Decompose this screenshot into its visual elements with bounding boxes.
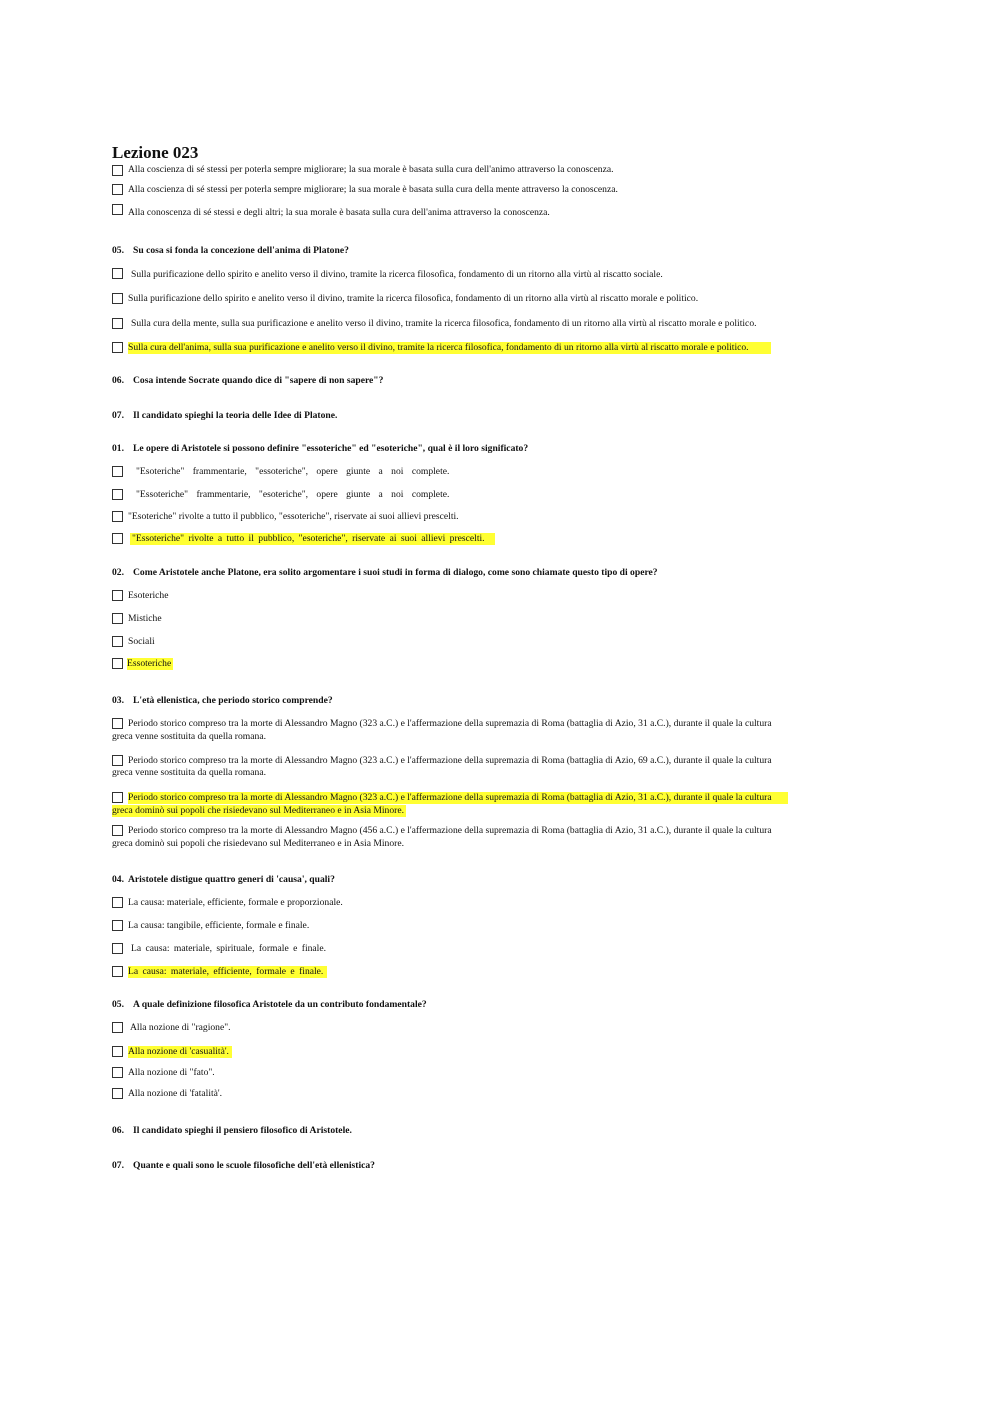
question-heading: 04. Aristotele distigue quattro generi di 'causa', quali? [112, 874, 335, 885]
question-heading: 06. Cosa intende Socrate quando dice di "sapere di non sapere"? [112, 375, 384, 386]
checkbox[interactable] [112, 1046, 123, 1057]
checkbox[interactable] [112, 342, 123, 353]
answer-option-continuation: greca venne sostituita da quella romana. [112, 731, 266, 742]
checkbox[interactable] [112, 920, 123, 931]
answer-option-continuation: greca dominò sui popoli che risiedevano sul Mediterraneo e in Asia Minore. [112, 838, 405, 849]
checkbox[interactable] [112, 825, 123, 836]
checkbox[interactable] [112, 511, 123, 522]
checkbox[interactable] [112, 755, 123, 766]
checkbox[interactable] [112, 792, 123, 803]
checkbox[interactable] [112, 1022, 123, 1033]
checkbox[interactable] [112, 590, 123, 601]
checkbox[interactable] [112, 658, 123, 669]
question-heading: 07. Il candidato spieghi la teoria delle Idee di Platone. [112, 410, 338, 421]
answer-option-continuation: greca venne sostituita da quella romana. [112, 767, 266, 778]
checkbox[interactable] [112, 165, 123, 176]
document-page: Lezione 023 Alla coscienza di sé stessi per poterla sempre migliorare; la sua morale è basata sulla cura dell'animo attraverso la conoscenza. Alla coscienza di sé stessi per poterla sempre migliorare; la sua morale è basata sulla cura della mente attraverso la conoscenza. Alla conoscenza di sé stessi e degli altri; la sua morale è basata sulla cura dell'anima attraverso la conoscenza. 05. Su cosa si fonda la concezione dell'anima di Platone? Sulla purificazione dello spirito e anelito verso il divino, tramite la ricerca filosofica, fondamento di un ritorno alla virtù al riscatto sociale. Sulla purificazione dello spirito e anelito verso il divino, tramite la ricerca filosofica, fondamento di un ritorno alla virtù al riscatto morale e politico. Sulla cura della mente, sulla sua purificazione e anelito verso il divino, tramite la ricerca filosofica, fondamento di un ritorno alla virtù al riscatto morale e politico. Sulla cura dell'anima, sulla sua purificazione e anelito verso il divino, tramite la ricerca filosofica, fondamento di un ritorno alla virtù al riscatto morale e politico. 06. Cosa intende Socrate quando dice di "sapere di non sapere"? 07. Il candidato spieghi la teoria delle Idee di Platone. 01. Le opere di Aristotele si possono definire "essoteriche" ed "esoteriche", qual è il loro significato? "Esoteriche" frammentarie, "essoteriche", opere giunte a noi complete. "Essoteriche" frammentarie, "esoteriche", opere giunte a noi complete. "Esoteriche" rivolte a tutto il pubblico, "essoteriche", riservate ai suoi allievi prescelti. "Essoteriche" rivolte a tutto il pubblico, "esoteriche", riservate ai suoi allievi prescelti. 02. Come Aristotele anche Platone, era solito argomentare i suoi studi in forma di dialogo, come sono chiamate questo tipo di opere? Esoteriche Mistiche Sociali Essoteriche 03. L'età ellenistica, che periodo storico comprende? Periodo storico compreso tra la morte di Alessandro Magno (323 a.C.) e l'affermazione della supremazia di Roma (battaglia di Azio, 31 a.C.), durante il quale la cultura greca venne sostituita da quella romana. Periodo storico compreso tra la morte di Alessandro Magno (323 a.C.) e l'affermazione della supremazia di Roma (battaglia di Azio, 69 a.C.), durante il quale la cultura greca venne sostituita da quella romana. Periodo storico compreso tra la morte di Alessandro Magno (323 a.C.) e l'affermazione della supremazia di Roma (battaglia di Azio, 31 a.C.), durante il quale la cultura greca dominò sui popoli che risiedevano sul Mediterraneo e in Asia Minore. Periodo storico compreso tra la morte di Alessandro Magno (456 a.C.) e l'affermazione della supremazia di Roma (battaglia di Azio, 31 a.C.), durante il quale la cultura greca dominò sui popoli che risiedevano sul Mediterraneo e in Asia Minore. 04. Aristotele distigue quattro generi di 'causa', quali? La causa: materiale, efficiente, formale e proporzionale. La causa: tangibile, efficiente, formale e finale. La causa: materiale, spirituale, formale e finale. La causa: materiale, efficiente, formale e finale. 05. A quale definizione filosofica Aristotele da un contributo fondamentale? Alla nozione di "ragione". Alla nozione di 'casualità'. Alla nozione di "fato". Alla nozione di 'fatalità'. 06. Il candidato spieghi il pensiero filosofico di Aristotele. 07. Quante e quali sono le scuole filosofiche dell'età ellenistica? [0, 0, 1000, 1413]
checkbox[interactable] [112, 636, 123, 647]
question-heading: 03. L'età ellenistica, che periodo storico comprende? [112, 695, 333, 706]
checkbox[interactable] [112, 943, 123, 954]
checkbox[interactable] [112, 466, 123, 477]
lesson-title: Lezione 023 [112, 143, 199, 162]
checkbox[interactable] [112, 1088, 123, 1099]
checkbox[interactable] [112, 966, 123, 977]
checkbox[interactable] [112, 613, 123, 624]
question-heading: 07. Quante e quali sono le scuole filosofiche dell'età ellenistica? [112, 1160, 375, 1171]
question-heading: 06. Il candidato spieghi il pensiero filosofico di Aristotele. [112, 1125, 352, 1136]
checkbox[interactable] [112, 533, 123, 544]
checkbox[interactable] [112, 184, 123, 195]
question-heading: 02. Come Aristotele anche Platone, era solito argomentare i suoi studi in forma di dialogo, come sono chiamate questo tipo di opere? [112, 567, 658, 578]
checkbox[interactable] [112, 489, 123, 500]
checkbox[interactable] [112, 293, 123, 304]
question-heading: 01. Le opere di Aristotele si possono definire "essoteriche" ed "esoteriche", qual è il loro significato? [112, 443, 529, 454]
checkbox[interactable] [112, 1067, 123, 1078]
answer-option-continuation: greca dominò sui popoli che risiedevano sul Mediterraneo e in Asia Minore. [112, 805, 405, 816]
question-heading: 05. A quale definizione filosofica Aristotele da un contributo fondamentale? [112, 999, 427, 1010]
checkbox[interactable] [112, 718, 123, 729]
checkbox[interactable] [112, 204, 123, 215]
question-heading: 05. Su cosa si fonda la concezione dell'anima di Platone? [112, 245, 349, 256]
checkbox[interactable] [112, 268, 123, 279]
checkbox[interactable] [112, 318, 123, 329]
checkbox[interactable] [112, 897, 123, 908]
